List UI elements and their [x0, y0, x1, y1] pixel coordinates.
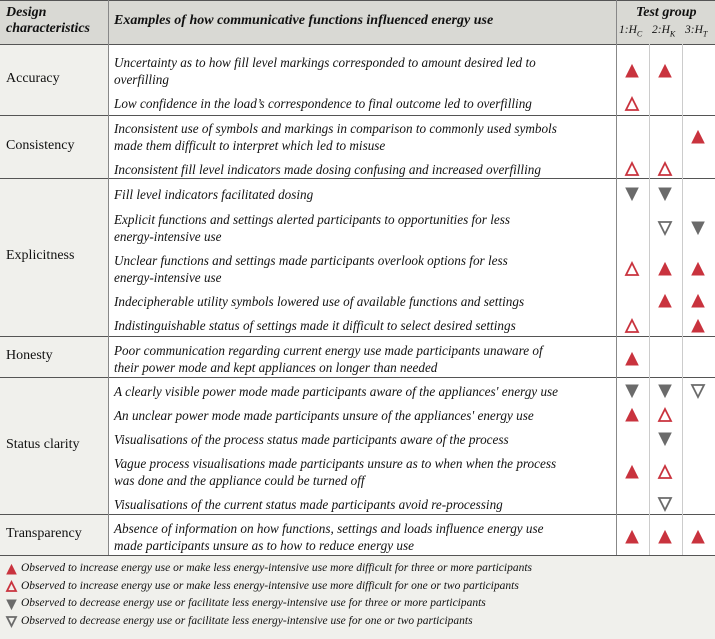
- test-group-sub: T: [702, 29, 708, 39]
- red-filled-triangle-icon: [625, 408, 639, 422]
- gray-filled-triangle-icon: [625, 187, 639, 201]
- example-text: energy-intensive use: [114, 228, 222, 244]
- group-divider-2: [682, 44, 683, 555]
- example-text: Explicit functions and settings alerted participants to opportunities for less: [114, 211, 510, 227]
- test-group-1: [619, 24, 642, 38]
- example-text: Uncertainty as to how fill level markings corresponded to amount desired led to: [114, 54, 536, 70]
- example-text: their power mode and kept appliances on longer than needed: [114, 359, 438, 375]
- section-label: Transparency: [6, 525, 82, 541]
- red-filled-triangle-icon: [658, 294, 672, 308]
- red-open-triangle-icon: [658, 465, 672, 479]
- gray-filled-triangle-icon: [625, 384, 639, 398]
- red-open-triangle-icon: [625, 97, 639, 111]
- example-text: Absence of information on how functions, settings and loads influence energy use: [114, 520, 544, 536]
- header-design-line1: Design: [6, 5, 47, 20]
- table-bottom-rule: [0, 555, 715, 556]
- red-filled-triangle-icon: [658, 262, 672, 276]
- test-group-sub: K: [669, 29, 676, 39]
- red-filled-triangle-icon: [625, 530, 639, 544]
- example-text: Fill level indicators facilitated dosing: [114, 186, 314, 202]
- example-text: Visualisations of the process status made participants aware of the process: [114, 431, 509, 447]
- example-text: Unclear functions and settings made participants overlook options for less: [114, 252, 508, 268]
- test-group-label: 3:H: [685, 24, 703, 36]
- red-open-triangle-icon: [625, 262, 639, 276]
- red-open-triangle-icon: [658, 408, 672, 422]
- gray-open-triangle-icon: [658, 497, 672, 511]
- example-text: A clearly visible power mode made participants aware of the appliances' energy use: [114, 383, 559, 399]
- example-text: overfilling: [114, 71, 169, 87]
- test-group-2: [652, 24, 675, 38]
- example-text: was done and the appliance could be turned off: [114, 472, 365, 488]
- column-divider-1: [108, 0, 109, 555]
- example-text: Indistinguishable status of settings made it difficult to select desired settings: [114, 318, 516, 333]
- header-examples: Examples of how communicative functions influenced energy use: [114, 13, 494, 28]
- section-label: Honesty: [6, 347, 53, 363]
- gray-filled-triangle-icon: [658, 187, 672, 201]
- group-divider-1: [649, 44, 650, 555]
- legend-gray-open-triangle-icon: [6, 616, 17, 627]
- red-filled-triangle-icon: [691, 319, 705, 333]
- legend-text: Observed to decrease energy use or facilitate less energy-intensive use for three or more participants: [21, 597, 486, 609]
- header-test-group: Test group: [636, 5, 697, 20]
- header-design-line2: characteristics: [6, 21, 90, 36]
- red-filled-triangle-icon: [658, 530, 672, 544]
- example-text: Visualisations of the current status made participants avoid re-processing: [114, 496, 503, 512]
- legend-red-filled-triangle-icon: [6, 564, 17, 575]
- legend-gray-filled-triangle-icon: [6, 599, 17, 610]
- example-text: Low confidence in the load’s correspondence to final outcome led to overfilling: [114, 96, 532, 111]
- legend-red-open-triangle-icon: [6, 581, 17, 592]
- example-text: Indecipherable utility symbols lowered use of available functions and settings: [114, 293, 525, 309]
- example-text: Vague process visualisations made participants unsure as to when when the process: [114, 455, 557, 471]
- red-filled-triangle-icon: [691, 294, 705, 308]
- example-text: Inconsistent use of symbols and markings in comparison to commonly used symbols: [114, 120, 557, 136]
- legend-text: Observed to increase energy use or make less energy-intensive use more difficult for one or two participants: [21, 579, 519, 592]
- red-filled-triangle-icon: [691, 530, 705, 544]
- red-open-triangle-icon: [625, 162, 639, 176]
- example-text: made participants unsure as to how to reduce energy use: [114, 537, 414, 553]
- gray-open-triangle-icon: [691, 384, 705, 398]
- gray-open-triangle-icon: [658, 221, 672, 235]
- legend-text: Observed to decrease energy use or facilitate less energy-intensive use for one or two participants: [21, 614, 473, 627]
- section-label: Consistency: [6, 137, 75, 153]
- example-text: Inconsistent fill level indicators made dosing confusing and increased overfilling: [114, 161, 541, 177]
- gray-filled-triangle-icon: [691, 221, 705, 235]
- test-group-label: 1:H: [619, 24, 637, 36]
- example-text: energy-intensive use: [114, 269, 222, 285]
- test-group-label: 2:H: [652, 24, 670, 36]
- example-text: made them difficult to interpret which led to misuse: [114, 137, 386, 153]
- legend-text: Observed to increase energy use or make less energy-intensive use more difficult for three or more participants: [21, 562, 532, 574]
- red-filled-triangle-icon: [658, 64, 672, 78]
- red-filled-triangle-icon: [625, 64, 639, 78]
- red-filled-triangle-icon: [691, 130, 705, 144]
- gray-filled-triangle-icon: [658, 384, 672, 398]
- example-text: An unclear power mode made participants unsure of the appliances' energy use: [114, 407, 534, 423]
- red-open-triangle-icon: [658, 162, 672, 176]
- red-filled-triangle-icon: [625, 352, 639, 366]
- red-filled-triangle-icon: [625, 465, 639, 479]
- section-label: Status clarity: [6, 436, 80, 452]
- red-filled-triangle-icon: [691, 262, 705, 276]
- section-label: Explicitness: [6, 248, 75, 263]
- test-group-sub: C: [636, 29, 643, 39]
- red-open-triangle-icon: [625, 319, 639, 333]
- test-group-3: [685, 24, 707, 38]
- gray-filled-triangle-icon: [658, 432, 672, 446]
- section-label: Accuracy: [6, 70, 60, 86]
- column-divider-2: [616, 0, 617, 555]
- example-text: Poor communication regarding current energy use made participants unaware of: [114, 342, 543, 358]
